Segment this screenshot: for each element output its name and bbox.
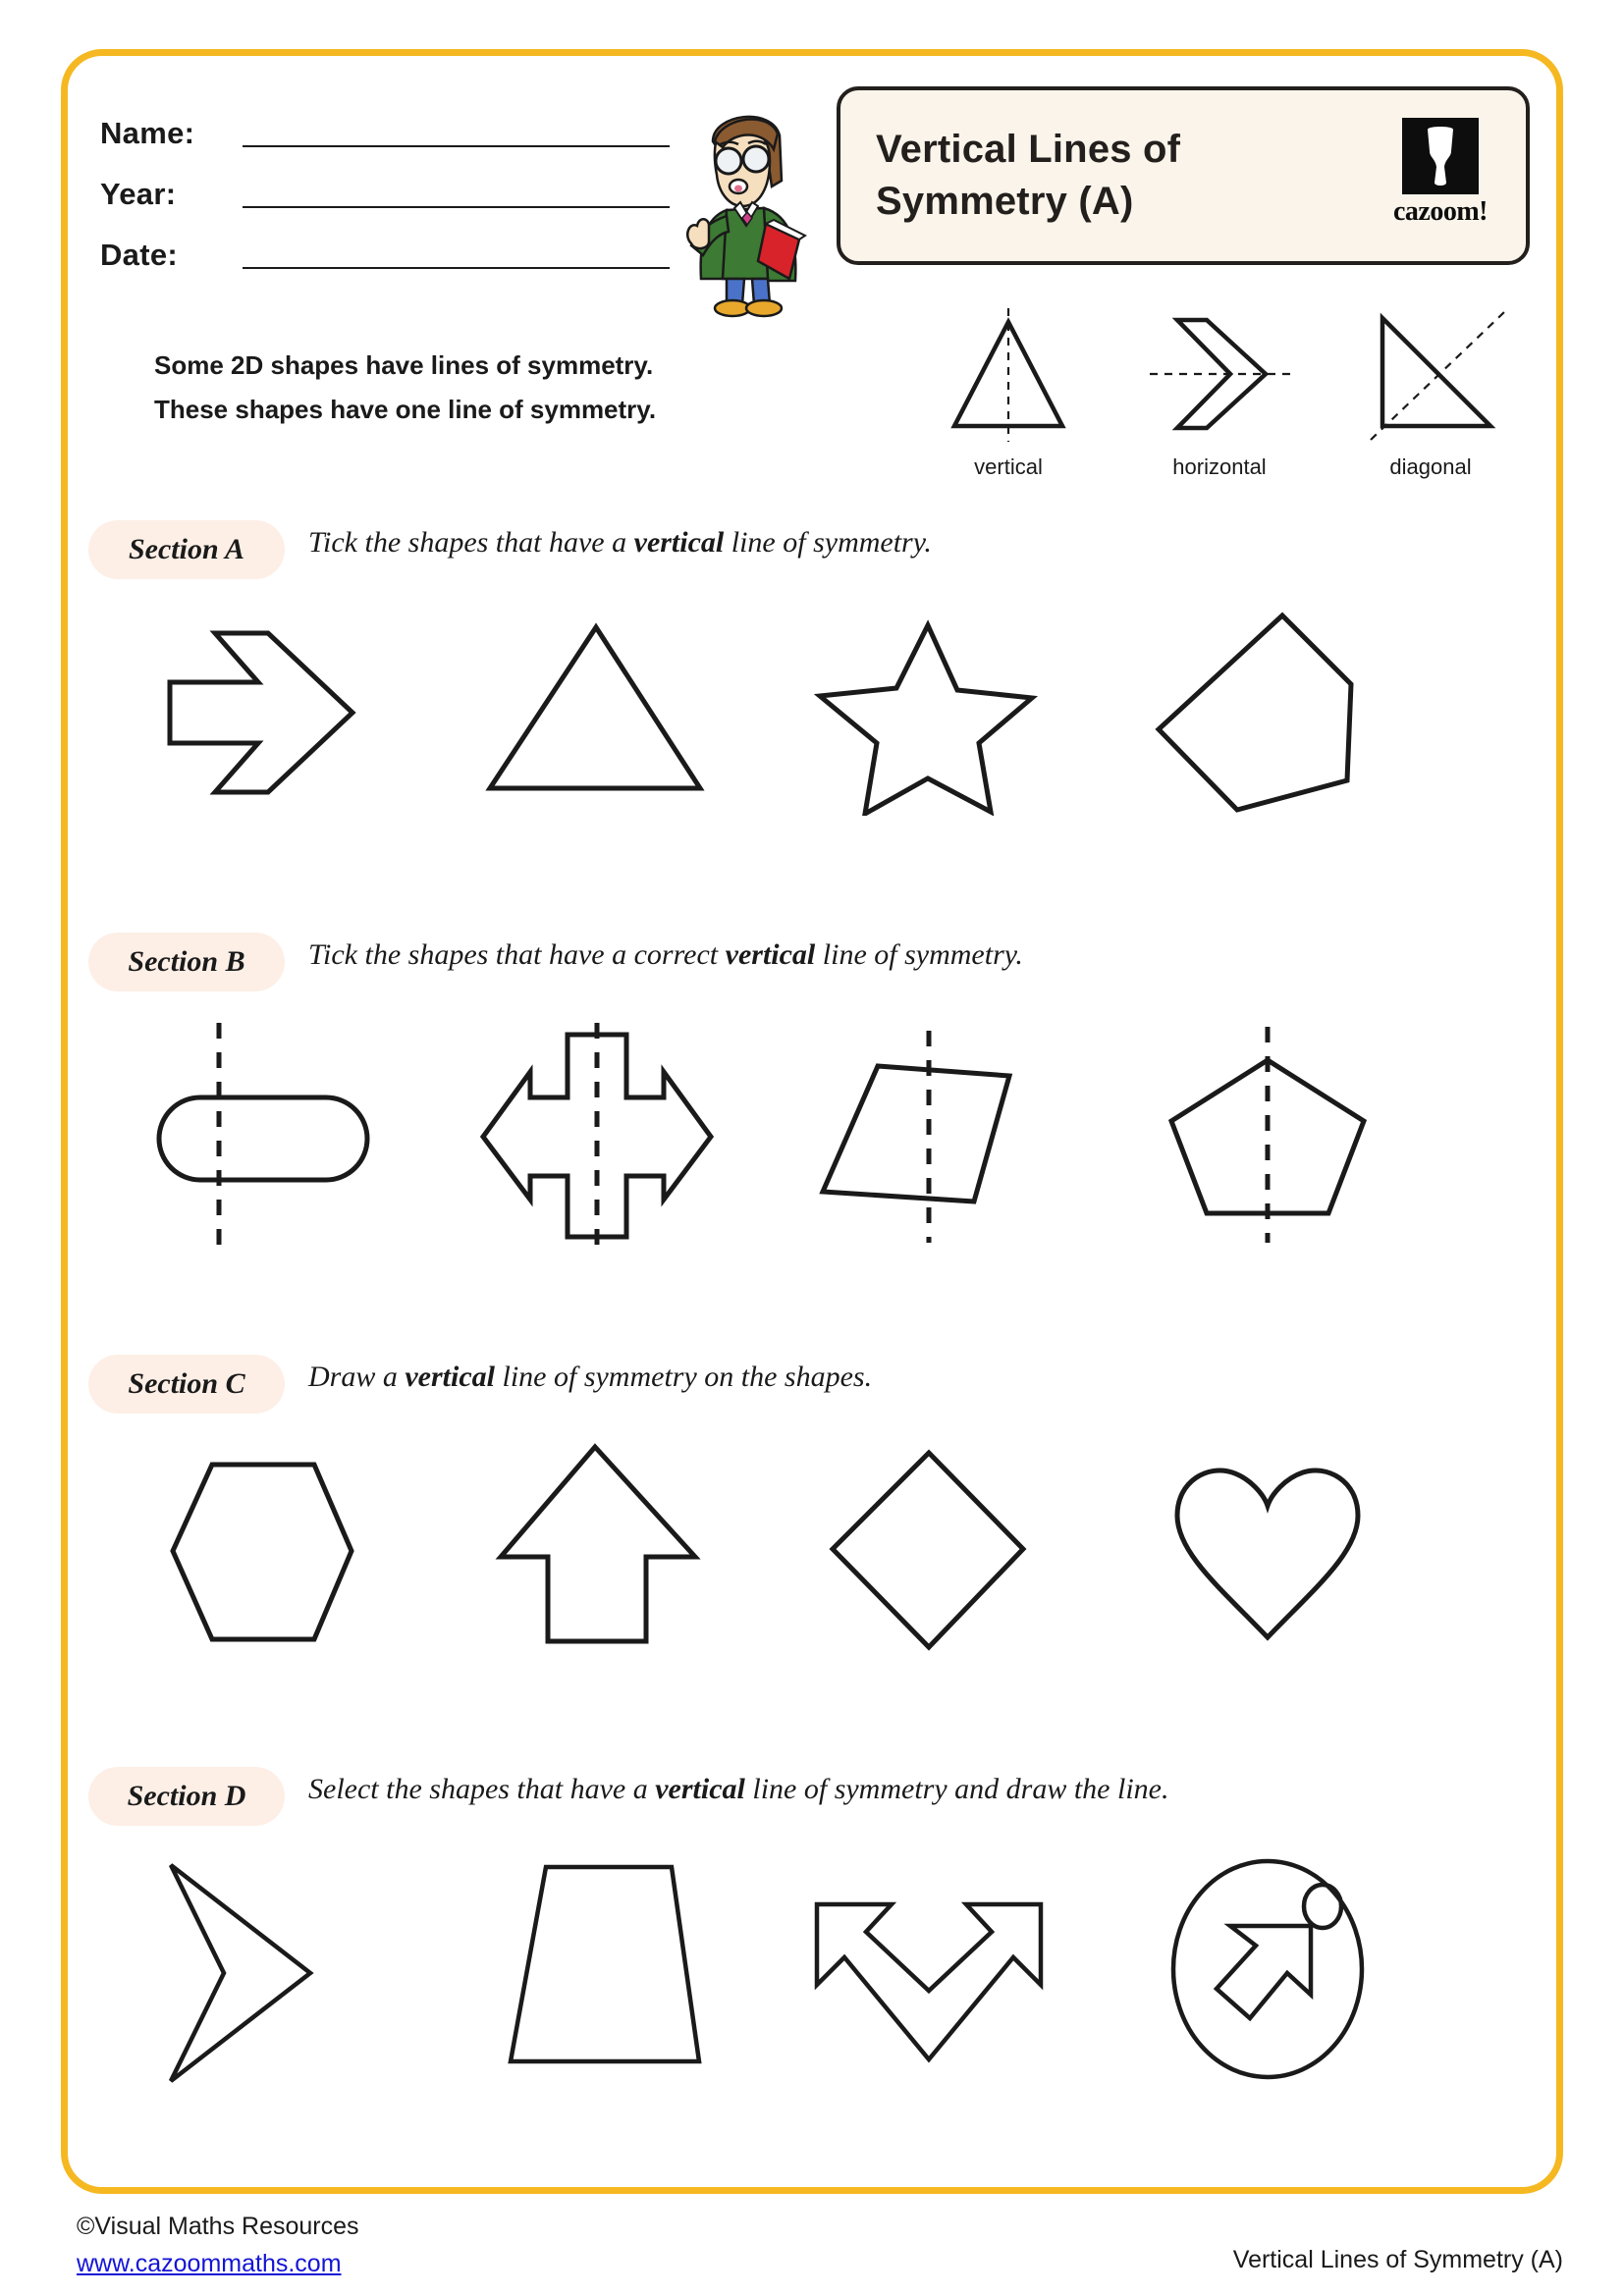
section-c [61,1355,1563,1675]
shape-pentagon-with-line[interactable] [1126,1007,1411,1253]
intro-section [61,294,1563,510]
shape-right-arrow[interactable] [120,595,405,830]
section-c-shapes [61,1429,1563,1675]
section-c-badge [88,1355,285,1414]
example-vertical-caption: vertical [974,454,1043,479]
shape-star[interactable] [787,595,1072,830]
section-a-badge [88,520,285,579]
copyright-text: ©Visual Maths Resources [77,2213,359,2240]
shape-double-down-arrow[interactable] [787,1842,1072,2097]
section-c-label: Section C [128,1367,245,1400]
year-field-label: Year: [100,177,177,211]
section-d-shapes [61,1842,1563,2097]
section-c-instruction [308,1361,872,1394]
name-field-row[interactable] [100,94,670,155]
shape-trapezoid[interactable] [454,1842,738,2097]
section-a-instruction [308,526,932,560]
shape-dart-chevron[interactable] [120,1842,405,2097]
shape-diamond[interactable] [787,1429,1072,1675]
section-b-label: Section B [128,945,245,978]
triangle-with-vertical-line-icon [925,300,1092,448]
section-c-head [61,1355,1563,1415]
section-a-head [61,520,1563,581]
example-horizontal-caption: horizontal [1172,454,1267,479]
name-field-line[interactable] [243,145,670,147]
section-b-badge [88,933,285,991]
name-field-label: Name: [100,116,195,150]
shape-parallelogram-with-line[interactable] [787,1007,1072,1253]
cazoom-logo-text: cazoom! [1392,196,1488,227]
section-c-instruction-bold: vertical [405,1361,495,1393]
section-d-instruction-bold: vertical [655,1773,745,1805]
section-b-instruction-pre: Tick the shapes that have a correct [308,938,726,971]
section-b-instruction-post: line of symmetry. [815,938,1023,971]
section-b-shapes [61,1007,1563,1253]
section-b-instruction-bold: vertical [725,938,816,971]
section-d-instruction-pre: Select the shapes that have a [308,1773,656,1805]
section-a-instruction-pre: Tick the shapes that have a [308,526,634,559]
student-info-fields [100,94,670,277]
drum-icon [1402,118,1479,194]
symmetry-examples [925,294,1534,510]
shape-four-way-arrow-with-line[interactable] [454,1007,738,1253]
section-d [61,1767,1563,2097]
intro-text [154,344,656,431]
shape-triangle[interactable] [454,595,738,830]
section-c-instruction-post: line of symmetry on the shapes. [495,1361,873,1393]
section-a-label: Section A [128,533,245,565]
website-link[interactable]: www.cazoommaths.com [77,2249,342,2277]
section-d-head [61,1767,1563,1828]
worksheet-header [61,49,1563,294]
section-a-instruction-post: line of symmetry. [724,526,932,559]
year-field-line[interactable] [243,206,670,208]
shape-circle-with-arrow[interactable] [1126,1842,1411,2097]
title-card [837,86,1530,265]
teacher-mascot-icon [670,96,827,320]
shape-heart[interactable] [1126,1429,1411,1675]
worksheet-name-footer: Vertical Lines of Symmetry (A) [1232,2246,1563,2273]
shape-up-arrow[interactable] [454,1429,738,1675]
section-a-shapes [61,595,1563,830]
date-field-label: Date: [100,238,179,272]
footer-left [77,2209,359,2282]
right-triangle-with-diagonal-line-icon [1347,300,1514,448]
section-d-instruction [308,1773,1168,1806]
section-b-instruction [308,938,1023,972]
section-a [61,520,1563,830]
intro-line-2: These shapes have one line of symmetry. [154,394,657,424]
section-d-instruction-post: line of symmetry and draw the line. [744,1773,1169,1805]
example-horizontal [1136,300,1303,480]
shape-hexagon[interactable] [120,1429,405,1675]
section-d-badge [88,1767,285,1826]
year-field-row[interactable] [100,155,670,216]
example-diagonal [1347,300,1514,480]
section-d-label: Section D [127,1780,246,1812]
chevron-with-horizontal-line-icon [1136,300,1303,448]
page-title: Vertical Lines of Symmetry (A) [876,127,1181,223]
shape-irregular-pentagon[interactable] [1126,595,1411,830]
date-field-line[interactable] [243,267,670,269]
shape-stadium-with-line[interactable] [120,1007,405,1253]
section-b [61,933,1563,1253]
section-b-head [61,933,1563,993]
example-diagonal-caption: diagonal [1389,454,1472,479]
date-field-row[interactable] [100,216,670,277]
section-a-instruction-bold: vertical [633,526,725,559]
example-vertical [925,300,1092,480]
intro-line-1: Some 2D shapes have lines of symmetry. [154,350,654,380]
cazoom-logo [1380,118,1500,240]
section-c-instruction-pre: Draw a [308,1361,406,1393]
